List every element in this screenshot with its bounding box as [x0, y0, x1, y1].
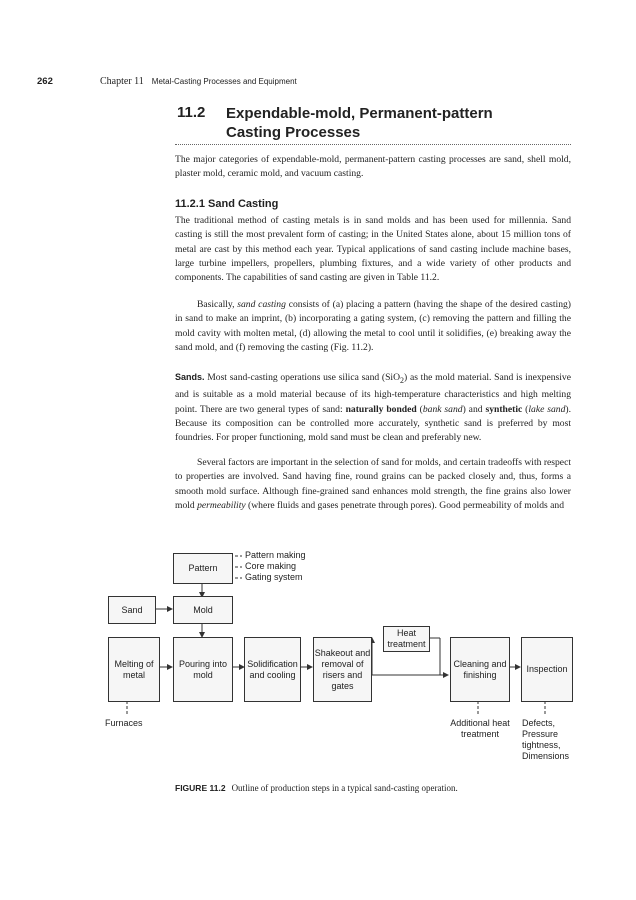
box-heat-treatment: Heat treatment: [383, 626, 430, 652]
term-lake-sand: lake sand: [528, 403, 566, 415]
figure-caption-text: Outline of production steps in a typical sand-casting operation.: [231, 783, 458, 793]
figure-label: FIGURE 11.2: [175, 783, 226, 793]
note-defects: Defects, Pressure tightness, Dimensions: [522, 718, 570, 761]
pattern-note-1: Pattern making: [245, 550, 306, 560]
sio2-subscript: 2: [400, 375, 405, 385]
sands-text-b: ) as the mold material. Sand is inexpensive and is suitable as a mold material because of its high-temperature characteristics and high melting point. There are two general types of sand:: [175, 372, 571, 415]
term-bank-sand: bank sand: [422, 403, 463, 415]
section-number: 11.2: [177, 104, 206, 121]
chapter-title: Metal-Casting Processes and Equipment: [151, 77, 297, 86]
note-additional-heat-treatment: Additional heat treatment: [450, 718, 510, 739]
sands-text-c: (: [416, 403, 423, 415]
box-mold: Mold: [173, 596, 233, 624]
subsection-heading: 11.2.1 Sand Casting: [175, 198, 279, 210]
sand-casting-para-1: The traditional method of casting metals is in sand molds and has been used for millennia. Sand casting is still the most prevalent form of casting; in the United States alone, about 15 million tons of metal are cast by this method each year. Typical applications of sand casting include machine bases, large turbine impellers, propellers, plumbing fixtures, and a wide variety of other products and components. The capabilities of sand casting are given in Table 11.2.: [175, 215, 571, 284]
sands-p2-text-b: (where fluids and gases penetrate through pores). Good permeability of molds and: [245, 499, 564, 511]
section-intro: The major categories of expendable-mold, permanent-pattern casting processes are sand, shell mold, plaster mold, ceramic mold, and vacuum casting.: [175, 154, 571, 180]
term-sand-casting: sand casting: [237, 299, 286, 310]
section-title-line2: Casting Processes: [226, 124, 361, 141]
para2-start: Basically,: [197, 299, 238, 310]
box-sand: Sand: [108, 596, 156, 624]
section-title-line1: Expendable-mold, Permanent-pattern: [226, 105, 493, 122]
pattern-note-2: Core making: [245, 561, 297, 571]
box-solidification: Solidification and cooling: [244, 637, 301, 702]
note-furnaces: Furnaces: [105, 718, 143, 728]
box-pouring: Pouring into mold: [173, 637, 233, 702]
term-permeability: permeability: [197, 499, 246, 511]
sands-text-a: Most sand-casting operations use silica sand (SiO: [204, 372, 401, 383]
page-number: 262: [37, 76, 53, 87]
chapter-number: Chapter 11: [100, 76, 144, 87]
sands-text-f: ). Because its composition can be controlled more accurately, synthetic sand is preferred by most foundries. For proper functioning, mold sand must be clean and preferably new.: [175, 403, 571, 444]
para2-rest: consists of (a) placing a pattern (having the shape of the desired casting) in sand to make an imprint, (b) incorporating a gating system, (c) removing the pattern and filling the mold cavity with molten metal, (d) allowing the metal to cool until it solidifies, (e) breaking away the sand mold, and (f) removing the casting (Fig. 11.2).: [175, 299, 571, 353]
figure-caption: [175, 783, 458, 793]
term-naturally-bonded: naturally bonded: [345, 403, 417, 415]
box-inspection: Inspection: [521, 637, 573, 702]
sands-text-e: (: [522, 403, 529, 415]
box-cleaning: Cleaning and finishing: [450, 637, 510, 702]
sands-text-d: ) and: [462, 403, 486, 415]
sands-runin-heading: Sands.: [175, 372, 205, 382]
term-synthetic: synthetic: [485, 403, 523, 415]
sands-p2-text-a: Several factors are important in the selection of sand for molds, and certain tradeoffs with respect to properties are involved. Sand having fine, round grains can be packed closely and, thus, forms a smooth mold surface. Although fine-grained sand enhances mold strength, the fine grains also lower mold: [175, 457, 571, 511]
box-melting: Melting of metal: [108, 637, 160, 702]
pattern-note-3: Gating system: [245, 572, 303, 582]
box-shakeout: Shakeout and removal of risers and gates: [313, 637, 372, 702]
box-pattern: Pattern: [173, 553, 233, 584]
